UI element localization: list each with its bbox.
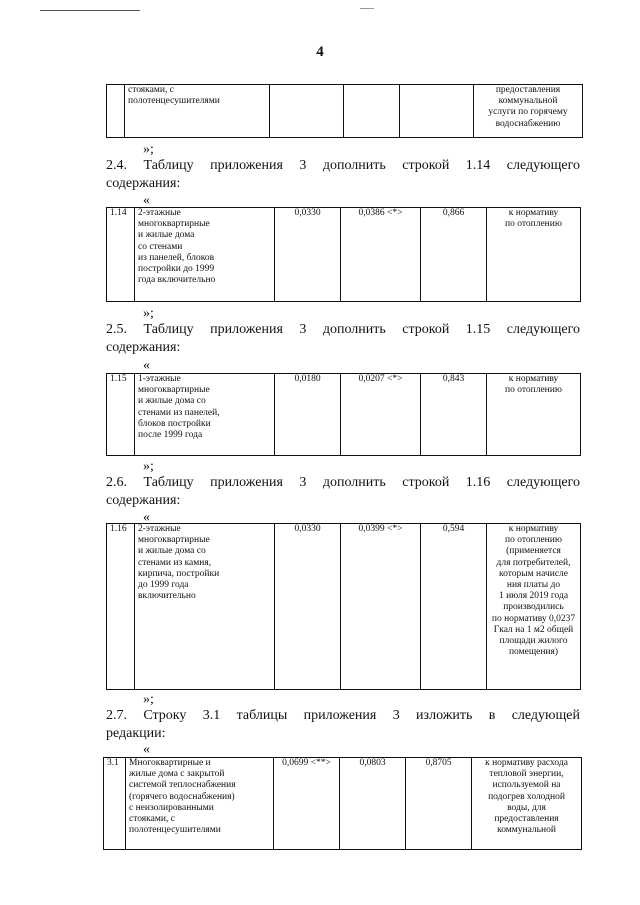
closing-quote: »; bbox=[143, 306, 154, 321]
scan-artifact-line bbox=[40, 10, 140, 11]
paragraph-2-6-cont: содержания: bbox=[106, 493, 181, 508]
scan-artifact-mark bbox=[360, 8, 374, 9]
table-row-1-14 bbox=[106, 207, 581, 302]
paragraph-2-5: 2.5. Таблицу приложения 3 дополнить строкой 1.15 следующего bbox=[106, 322, 580, 337]
value-cell: 0,594 bbox=[421, 524, 487, 690]
value-cell: 0,0330 bbox=[275, 208, 341, 302]
value-cell: 0,0386 <*> bbox=[341, 208, 421, 302]
closing-quote: »; bbox=[143, 459, 154, 474]
opening-quote: « bbox=[143, 510, 150, 525]
value-cell: 0,0330 bbox=[275, 524, 341, 690]
closing-quote: »; bbox=[143, 692, 154, 707]
note-cell: предоставления коммунальной услуги по горячему водоснабжению bbox=[474, 85, 583, 138]
value-cell: 0,0399 <*> bbox=[341, 524, 421, 690]
opening-quote: « bbox=[143, 742, 150, 757]
row-number-cell bbox=[107, 85, 125, 138]
value-cell: 0,8705 bbox=[406, 758, 472, 850]
note-cell: к нормативу расхода тепловой энергии, используемой на подогрев холодной воды, для предоставления коммунальной bbox=[472, 758, 582, 850]
opening-quote: « bbox=[143, 358, 150, 373]
closing-quote: »; bbox=[143, 142, 154, 157]
table-row bbox=[107, 85, 583, 138]
value-cell bbox=[270, 85, 344, 138]
paragraph-2-4-cont: содержания: bbox=[106, 176, 181, 191]
note-cell: к нормативу по отоплению bbox=[487, 208, 581, 302]
row-number-cell: 1.15 bbox=[107, 374, 135, 456]
table-row bbox=[107, 524, 581, 690]
opening-quote: « bbox=[143, 193, 150, 208]
paragraph-2-7: 2.7. Строку 3.1 таблицы приложения 3 изложить в следующей bbox=[106, 708, 580, 723]
description-cell: Многоквартирные и жилые дома с закрытой системой теплоснабжения (горячего водоснабжения) с неизолированными стояками, с полотенцесушителями bbox=[126, 758, 274, 850]
page-number: 4 bbox=[316, 44, 324, 60]
value-cell: 0,0207 <*> bbox=[341, 374, 421, 456]
row-number-cell: 3.1 bbox=[104, 758, 126, 850]
table-row-1-16 bbox=[106, 523, 581, 690]
paragraph-2-5-cont: содержания: bbox=[106, 340, 181, 355]
description-cell: 2-этажные многоквартирные и жилые дома со стенами из панелей, блоков постройки до 1999 года включительно bbox=[135, 208, 275, 302]
table-row-1-15 bbox=[106, 373, 581, 456]
value-cell: 0,0699 <**> bbox=[274, 758, 340, 850]
row-number-cell: 1.14 bbox=[107, 208, 135, 302]
paragraph-2-7-cont: редакции: bbox=[106, 726, 166, 741]
table-row-3-1 bbox=[103, 757, 582, 850]
value-cell: 0,843 bbox=[421, 374, 487, 456]
value-cell bbox=[400, 85, 474, 138]
value-cell bbox=[344, 85, 400, 138]
paragraph-2-6: 2.6. Таблицу приложения 3 дополнить строкой 1.16 следующего bbox=[106, 475, 580, 490]
description-cell: 1-этажные многоквартирные и жилые дома со стенами из панелей, блоков постройки после 1999 года bbox=[135, 374, 275, 456]
row-number-cell: 1.16 bbox=[107, 524, 135, 690]
value-cell: 0,0180 bbox=[275, 374, 341, 456]
table-row bbox=[107, 208, 581, 302]
paragraph-2-4: 2.4. Таблицу приложения 3 дополнить строкой 1.14 следующего bbox=[106, 158, 580, 173]
note-cell: к нормативу по отоплению (применяется для потребителей, которым начисле ния платы до 1 июля 2019 года производились по нормативу 0,0237 Гкал на 1 м2 общей площади жилого помещения) bbox=[487, 524, 581, 690]
table-row bbox=[104, 758, 582, 850]
description-cell: 2-этажные многоквартирные и жилые дома со стенами из камня, кирпича, постройки до 1999 года включительно bbox=[135, 524, 275, 690]
table-continuation bbox=[106, 84, 583, 138]
description-cell: стояками, с полотенцесушителями bbox=[125, 85, 270, 138]
value-cell: 0,866 bbox=[421, 208, 487, 302]
table-row bbox=[107, 374, 581, 456]
value-cell: 0,0803 bbox=[340, 758, 406, 850]
note-cell: к нормативу по отоплению bbox=[487, 374, 581, 456]
